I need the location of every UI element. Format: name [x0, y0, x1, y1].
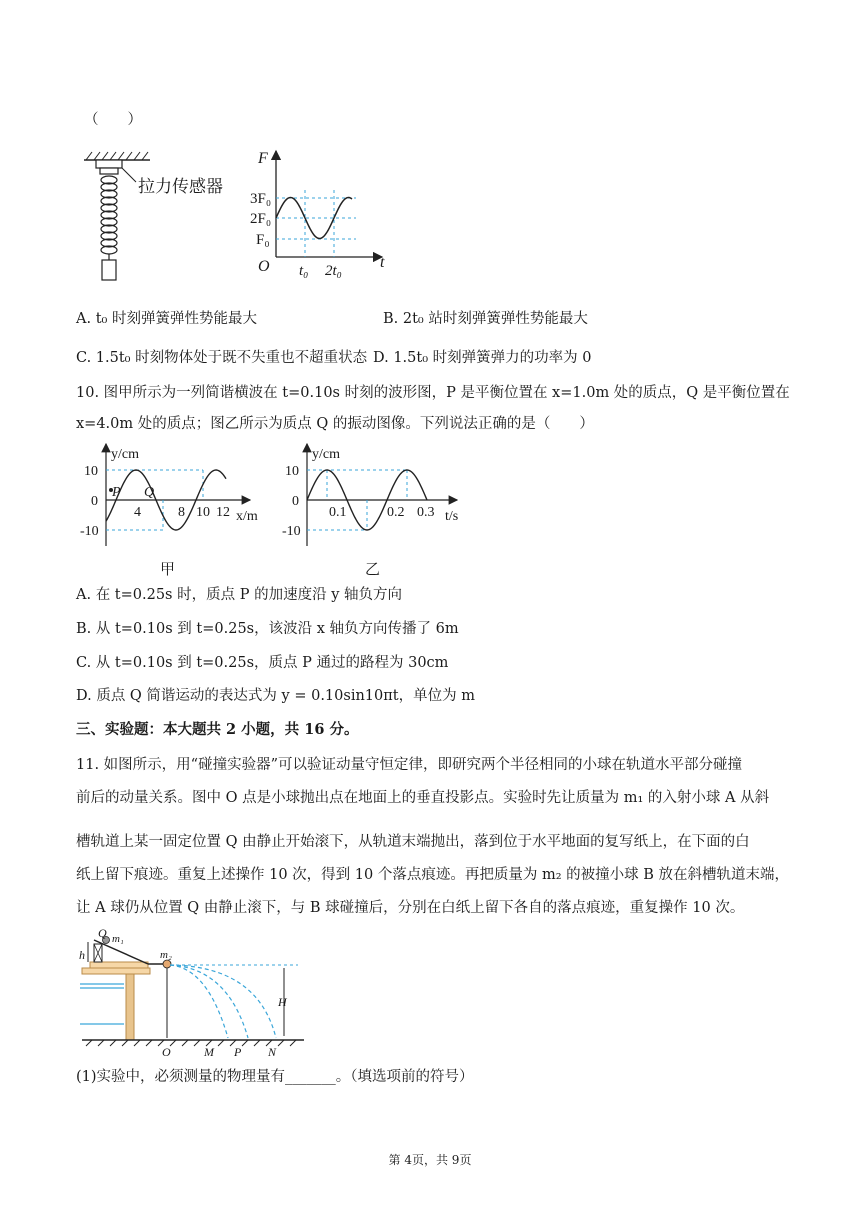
q10-jia-xtick-4: 4	[134, 505, 141, 520]
q9-t-axis-label: t	[380, 254, 385, 271]
q11-label-p: P	[234, 1045, 242, 1059]
q9-mass-block	[102, 260, 116, 280]
q11-label-m2: m₂	[160, 949, 172, 961]
q10-point-p-label: P	[112, 485, 121, 500]
q11-line-3: 槽轨道上某一固定位置 Q 由静止开始滚下，从轨道末端抛出，落到位于水平地面的复写纸上，在下面的白	[76, 834, 750, 850]
q11-label-o: O	[162, 1045, 171, 1059]
q11-line-1: 11. 如图所示，用“碰撞实验器”可以验证动量守恒定律，即研究两个半径相同的小球在轨道水平部分碰撞	[76, 757, 742, 773]
q10-yi-caption: 乙	[365, 562, 381, 578]
q10-jia-xtick-10: 10	[196, 505, 210, 520]
q10-jia-x-label: x/m	[236, 509, 258, 524]
q10-yi-ytick-10: 10	[285, 464, 299, 479]
q9-ytick-f0: F₀	[256, 232, 270, 248]
page-footer: 第 4页，共 9页	[388, 1153, 472, 1167]
q10-jia-xtick-12: 12	[216, 505, 230, 520]
q10-point-q-label: Q	[144, 485, 155, 500]
q10-jia-ytick-0: 0	[91, 494, 98, 509]
q9-sensor-label: 拉力传感器	[138, 177, 223, 196]
q11-line-5: 让 A 球仍从位置 Q 由静止滚下，与 B 球碰撞后，分别在白纸上留下各自的落点痕迹，重复操作 10 次。	[76, 900, 745, 916]
q11-label-q: Q	[98, 926, 107, 940]
section3-heading: 三、实验题：本大题共 2 小题，共 16 分。	[76, 721, 359, 738]
q11-ball-m2	[163, 960, 171, 968]
q9-origin-label: O	[258, 258, 270, 275]
q9-spring-sensor-figure	[78, 148, 258, 278]
q9-ytick-3f0: 3F₀	[250, 191, 272, 207]
q10-yi-ytick-0: 0	[292, 494, 299, 509]
q10-jia-caption: 甲	[160, 562, 176, 578]
q9-option-d[interactable]: D. 1.5t₀ 时刻弹簧弹力的功率为 0	[373, 350, 592, 366]
q10-jia-xtick-8: 8	[178, 505, 185, 520]
q10-yi-xtick-01: 0.1	[329, 505, 347, 520]
q10-option-b[interactable]: B. 从 t=0.10s 到 t=0.25s，该波沿 x 轴负方向传播了 6m	[76, 621, 459, 637]
q10-stem-line2: x=4.0m 处的质点；图乙所示为质点 Q 的振动图像。下列说法正确的是（ ）	[76, 416, 594, 432]
q11-label-h: h	[79, 948, 85, 962]
q10-jia-ytick-10: 10	[84, 464, 98, 479]
q11-sub-question-1: (1)实验中，必须测量的物理量有_______。（填选项前的符号）	[76, 1069, 474, 1085]
q10-stem-line1: 10. 图甲所示为一列简谐横波在 t=0.10s 时刻的波形图，P 是平衡位置在 x=1.0m 处的质点，Q 是平衡位置在	[76, 385, 790, 401]
q11-label-h-height: H	[278, 995, 287, 1009]
q10-yi-y-label: y/cm	[312, 447, 340, 462]
q9-ytick-2f0: 2F₀	[250, 211, 272, 227]
q9-option-a[interactable]: A. t₀ 时刻弹簧弹性势能最大	[76, 311, 257, 327]
q9-force-time-graph	[250, 145, 390, 280]
q11-label-m1: m₁	[112, 933, 124, 945]
q10-figure-jia	[78, 438, 278, 578]
q11-collision-apparatus-figure	[78, 928, 318, 1058]
q10-yi-ytick-neg10: -10	[282, 524, 301, 539]
q11-label-n: N	[268, 1045, 277, 1059]
q10-option-a[interactable]: A. 在 t=0.25s 时，质点 P 的加速度沿 y 轴负方向	[76, 587, 402, 603]
q10-jia-ytick-neg10: -10	[80, 524, 99, 539]
q10-figure-yi	[282, 438, 475, 578]
q10-yi-xtick-02: 0.2	[387, 505, 405, 520]
q11-label-m: M	[204, 1045, 214, 1059]
q10-jia-y-label: y/cm	[111, 447, 139, 462]
q11-line-2: 前后的动量关系。图中 O 点是小球抛出点在地面上的垂直投影点。实验时先让质量为 m₁ 的入射小球 A 从斜	[76, 790, 770, 806]
q9-option-c[interactable]: C. 1.5t₀ 时刻物体处于既不失重也不超重状态	[76, 350, 368, 366]
q9-option-b[interactable]: B. 2t₀ 站时刻弹簧弹性势能最大	[383, 311, 588, 327]
q9-f-axis-label: F	[258, 150, 268, 167]
q10-yi-xtick-03: 0.3	[417, 505, 435, 520]
q10-yi-x-label: t/s	[445, 509, 459, 524]
q10-option-c[interactable]: C. 从 t=0.10s 到 t=0.25s，质点 P 通过的路程为 30cm	[76, 655, 449, 671]
q9-xtick-2t0: 2t₀	[325, 263, 342, 279]
q9-xtick-t0: t₀	[299, 263, 309, 279]
q9-answer-paren: （ ）	[84, 112, 142, 128]
q10-option-d[interactable]: D. 质点 Q 简谐运动的表达式为 y = 0.10sin10πt，单位为 m	[76, 688, 475, 704]
q11-line-4: 纸上留下痕迹。重复上述操作 10 次，得到 10 个落点痕迹。再把质量为 m₂ 的被撞小球 B 放在斜槽轨道末端，	[76, 867, 789, 883]
